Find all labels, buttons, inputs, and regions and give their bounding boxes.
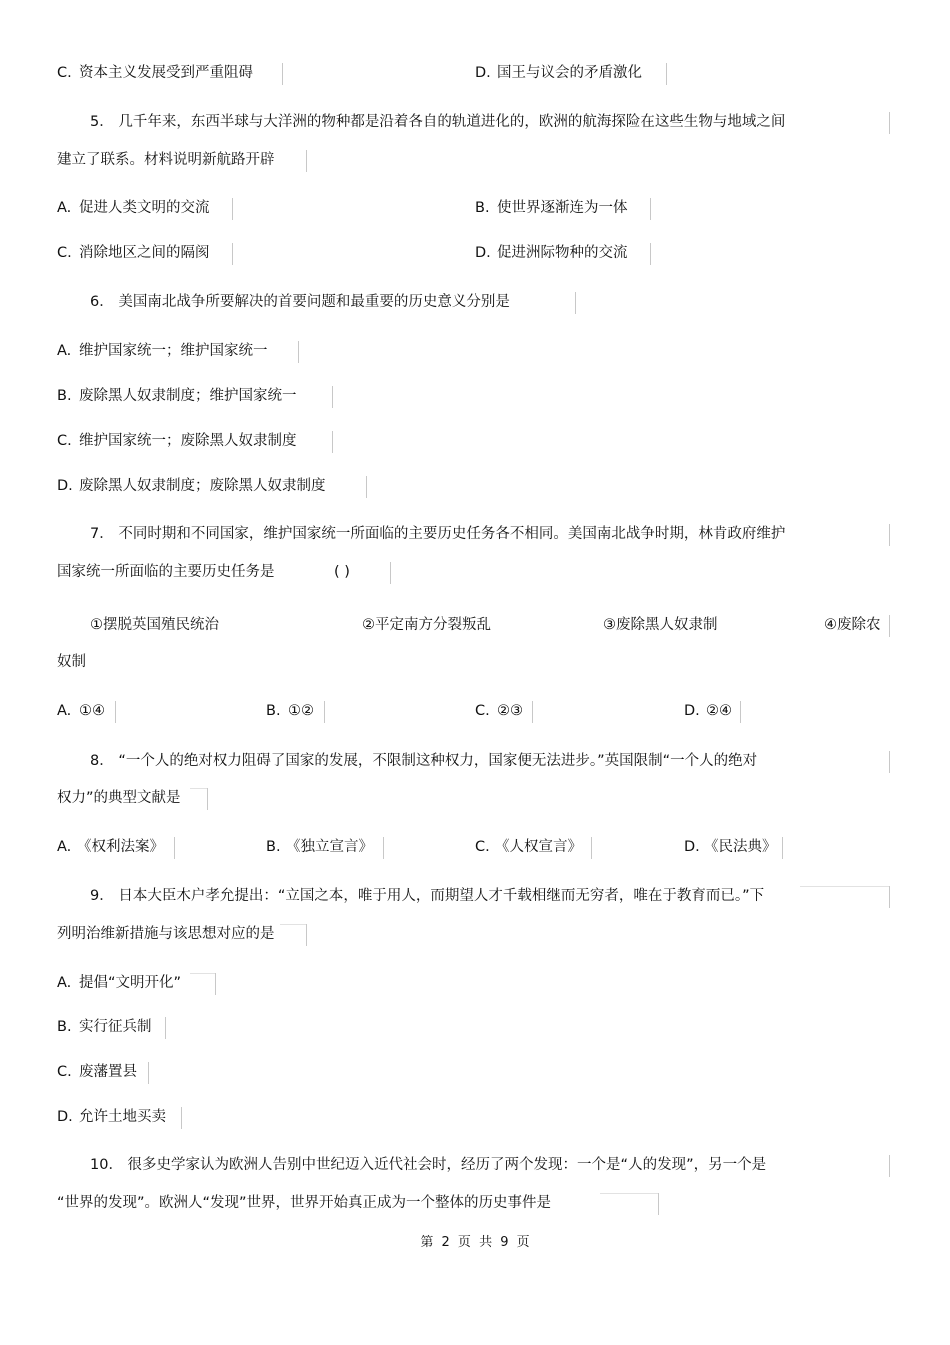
q9-stem-line2: 列明治维新措施与该思想对应的是: [57, 926, 275, 942]
q6-stem: 6． 美国南北战争所要解决的首要问题和最重要的历史意义分别是: [90, 294, 510, 310]
option-letter: A.: [57, 975, 72, 991]
q6-option-a[interactable]: [57, 341, 268, 361]
divider: [889, 524, 890, 546]
divider: [591, 837, 592, 859]
option-letter: B.: [57, 1019, 72, 1035]
option-letter: C.: [57, 245, 72, 261]
option-letter: D.: [57, 1109, 73, 1125]
divider: [782, 837, 783, 859]
divider: [800, 886, 889, 887]
divider: [115, 701, 116, 723]
q4-option-d[interactable]: [475, 63, 642, 83]
q7-option-b[interactable]: [266, 701, 314, 721]
option-text: 维护国家统一；维护国家统一: [79, 343, 268, 359]
option-text: 提倡“文明开化”: [79, 975, 182, 991]
option-letter: A.: [57, 839, 72, 855]
q5-option-a[interactable]: [57, 198, 210, 218]
q8-option-b[interactable]: [266, 837, 373, 857]
option-letter: C.: [475, 703, 490, 719]
q5-option-d[interactable]: [475, 243, 628, 263]
q9-stem-line1: 9． 日本大臣木户孝允提出：“立国之本，唯于用人，而期望人才千载相继而无穷者，唯在于教育而已。”下: [90, 888, 765, 904]
q7-item-2: ②平定南方分裂叛乱: [362, 617, 491, 633]
option-text: 国王与议会的矛盾激化: [497, 65, 642, 81]
option-letter: D.: [684, 839, 700, 855]
divider: [207, 788, 208, 810]
option-letter: D.: [684, 703, 700, 719]
q5-option-c[interactable]: [57, 243, 210, 263]
q4-option-c[interactable]: [57, 63, 253, 83]
q9-option-a[interactable]: [57, 973, 181, 993]
q7-item-4: ④废除农: [824, 617, 881, 633]
option-letter: B.: [475, 200, 490, 216]
divider: [650, 243, 651, 265]
divider: [575, 292, 576, 314]
divider: [889, 615, 890, 637]
q6-option-b[interactable]: [57, 386, 297, 406]
option-text: 废藩置县: [79, 1064, 137, 1080]
option-letter: C.: [57, 65, 72, 81]
option-letter: C.: [475, 839, 490, 855]
option-letter: A.: [57, 703, 72, 719]
option-text: ①④: [79, 703, 105, 719]
divider: [740, 701, 741, 723]
option-text: ②③: [497, 703, 523, 719]
q7-answer-paren: ( ): [334, 564, 350, 580]
divider: [298, 341, 299, 363]
q7-stem-line2: 国家统一所面临的主要历史任务是: [57, 564, 275, 580]
divider: [190, 788, 207, 789]
option-text: 废除黑人奴隶制度；维护国家统一: [79, 388, 297, 404]
q7-item-4-continued: 奴制: [57, 654, 86, 670]
q9-option-b[interactable]: [57, 1017, 152, 1037]
divider: [332, 431, 333, 453]
divider: [889, 112, 890, 134]
option-letter: D.: [57, 478, 73, 494]
q8-stem-line1: 8． “一个人的绝对权力阻碍了国家的发展，不限制这种权力，国家便无法进步。”英国限制“一个人的绝对: [90, 753, 758, 769]
divider: [215, 973, 216, 995]
q7-option-a[interactable]: [57, 701, 105, 721]
option-letter: A.: [57, 343, 72, 359]
option-text: ②④: [706, 703, 732, 719]
divider: [889, 1155, 890, 1177]
q8-option-d[interactable]: [684, 837, 777, 857]
q5-stem-line2: 建立了联系。材料说明新航路开辟: [57, 152, 275, 168]
q6-option-d[interactable]: [57, 476, 326, 496]
divider: [280, 924, 306, 925]
divider: [165, 1017, 166, 1039]
footer-suffix: 页: [516, 1235, 530, 1250]
q5-option-b[interactable]: [475, 198, 628, 218]
option-text: 实行征兵制: [79, 1019, 152, 1035]
q8-option-a[interactable]: [57, 837, 164, 857]
option-letter: D.: [475, 65, 491, 81]
divider: [332, 386, 333, 408]
page-footer: [0, 1234, 950, 1252]
q5-stem-line1: 5． 几千年来，东西半球与大洋洲的物种都是沿着各自的轨道进化的，欧洲的航海探险在这些生物与地域之间: [90, 114, 786, 130]
option-text: 消除地区之间的隔阂: [79, 245, 210, 261]
option-text: 资本主义发展受到严重阻碍: [79, 65, 253, 81]
footer-total-word: 共: [479, 1235, 493, 1250]
option-letter: C.: [57, 433, 72, 449]
footer-total-pages: 9: [500, 1235, 509, 1250]
q7-stem-line1: 7． 不同时期和不同国家，维护国家统一所面临的主要历史任务各不相同。美国南北战争时期，林肯政府维护: [90, 526, 786, 542]
option-text: 维护国家统一；废除黑人奴隶制度: [79, 433, 297, 449]
q9-option-c[interactable]: [57, 1062, 137, 1082]
option-text: 《人权宣言》: [495, 839, 582, 855]
option-text: 使世界逐渐连为一体: [497, 200, 628, 216]
q7-item-1: ①摆脱英国殖民统治: [90, 617, 219, 633]
divider: [658, 1193, 659, 1215]
q7-option-d[interactable]: [684, 701, 732, 721]
divider: [666, 63, 667, 85]
divider: [190, 973, 215, 974]
q8-stem-line2: 权力”的典型文献是: [57, 790, 181, 806]
option-text: 《权利法案》: [77, 839, 164, 855]
divider: [390, 562, 391, 584]
footer-page-word: 页: [457, 1235, 471, 1250]
divider: [148, 1062, 149, 1084]
footer-page-number: 2: [441, 1235, 450, 1250]
divider: [383, 837, 384, 859]
q8-option-c[interactable]: [475, 837, 582, 857]
footer-prefix: 第: [420, 1235, 434, 1250]
divider: [532, 701, 533, 723]
divider: [181, 1107, 182, 1129]
option-text: 废除黑人奴隶制度；废除黑人奴隶制度: [79, 478, 326, 494]
q10-stem-line1: 10． 很多史学家认为欧洲人告别中世纪迈入近代社会时，经历了两个发现：一个是“人的发现”，另一个是: [90, 1157, 767, 1173]
divider: [324, 701, 325, 723]
divider: [232, 198, 233, 220]
option-text: 《独立宣言》: [286, 839, 373, 855]
option-text: ①②: [288, 703, 314, 719]
divider: [600, 1193, 658, 1194]
divider: [282, 63, 283, 85]
option-text: 促进洲际物种的交流: [497, 245, 628, 261]
divider: [232, 243, 233, 265]
q10-stem-line2: “世界的发现”。欧洲人“发现”世界，世界开始真正成为一个整体的历史事件是: [57, 1195, 552, 1211]
divider: [650, 198, 651, 220]
divider: [889, 886, 890, 908]
divider: [889, 751, 890, 773]
option-text: 允许土地买卖: [79, 1109, 166, 1125]
option-letter: B.: [57, 388, 72, 404]
q7-option-c[interactable]: [475, 701, 523, 721]
q7-item-3: ③废除黑人奴隶制: [603, 617, 718, 633]
divider: [174, 837, 175, 859]
q9-option-d[interactable]: [57, 1107, 166, 1127]
option-letter: B.: [266, 703, 281, 719]
divider: [366, 476, 367, 498]
option-text: 《民法典》: [704, 839, 777, 855]
option-letter: C.: [57, 1064, 72, 1080]
divider: [306, 924, 307, 946]
option-letter: D.: [475, 245, 491, 261]
option-letter: A.: [57, 200, 72, 216]
option-letter: B.: [266, 839, 281, 855]
q6-option-c[interactable]: [57, 431, 297, 451]
option-text: 促进人类文明的交流: [79, 200, 210, 216]
divider: [306, 150, 307, 172]
